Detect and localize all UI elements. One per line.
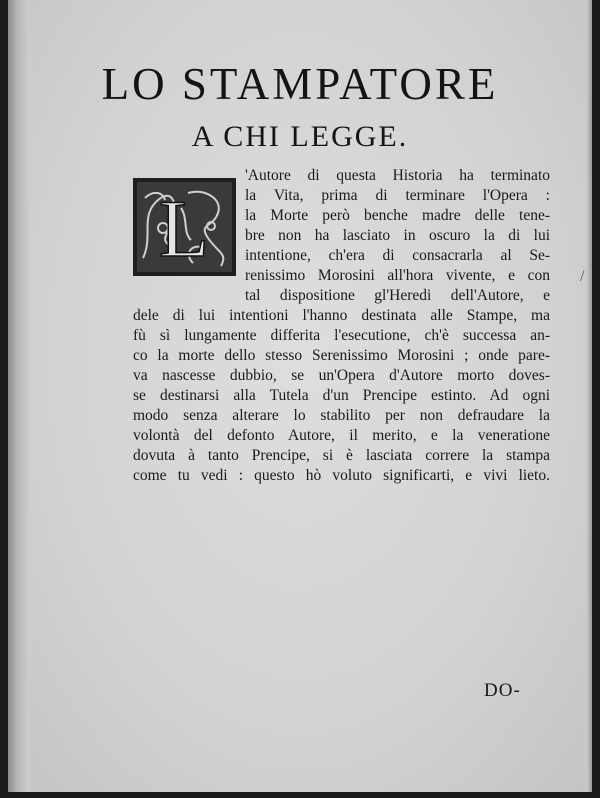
decorated-initial-icon [133, 178, 236, 276]
text-line: tal dispositione gl'Heredi dell'Autore, e [245, 287, 550, 304]
text-line: la Vita, prima di terminare l'Opera : [245, 187, 550, 204]
text-line: modo senza alterare lo stabilito per non defraudare la [133, 407, 550, 424]
text-line: bre non ha lasciato in oscuro la di lui [245, 227, 550, 244]
text-line: intentione, ch'era di consacrarla al Se- [245, 247, 550, 264]
page-title: LO STAMPATORE [101, 59, 499, 109]
text-line: come tu vedi : questo hò voluto significarti, e vivi lieto. [133, 467, 550, 484]
text-line: renissimo Morosini all'hora vivente, e con [245, 267, 550, 284]
book-page [8, 0, 592, 792]
text-line: fù sì lungamente differita l'esecutione, ch'è successa an- [133, 327, 550, 344]
text-line: 'Autore di questa Historia ha terminato [245, 167, 550, 184]
text-line: co la morte dello stesso Serenissimo Morosini ; onde pare- [133, 347, 550, 364]
page-gutter [8, 0, 30, 792]
text-line: dele di lui intentioni l'hanno destinata alle Stampe, ma [133, 307, 550, 324]
text-line: la Morte però benche madre delle tene- [245, 207, 550, 224]
text-line: va nascesse dubbio, se un'Opera d'Autore morto doves- [133, 367, 550, 384]
text-line: se destinarsi alla Tutela d'un Prencipe estinto. Ad ogni [133, 387, 550, 404]
margin-mark: / [580, 268, 585, 285]
page-subtitle: A CHI LEGGE. [191, 120, 409, 153]
text-line: volontà del defonto Autore, il merito, e la veneratione [133, 427, 550, 444]
catchword: DO- [484, 680, 521, 701]
initial-letter: L [158, 183, 210, 274]
text-line: dovuta à tanto Prencipe, si è lasciata correre la stampa [133, 447, 550, 464]
page-edge [586, 0, 592, 792]
